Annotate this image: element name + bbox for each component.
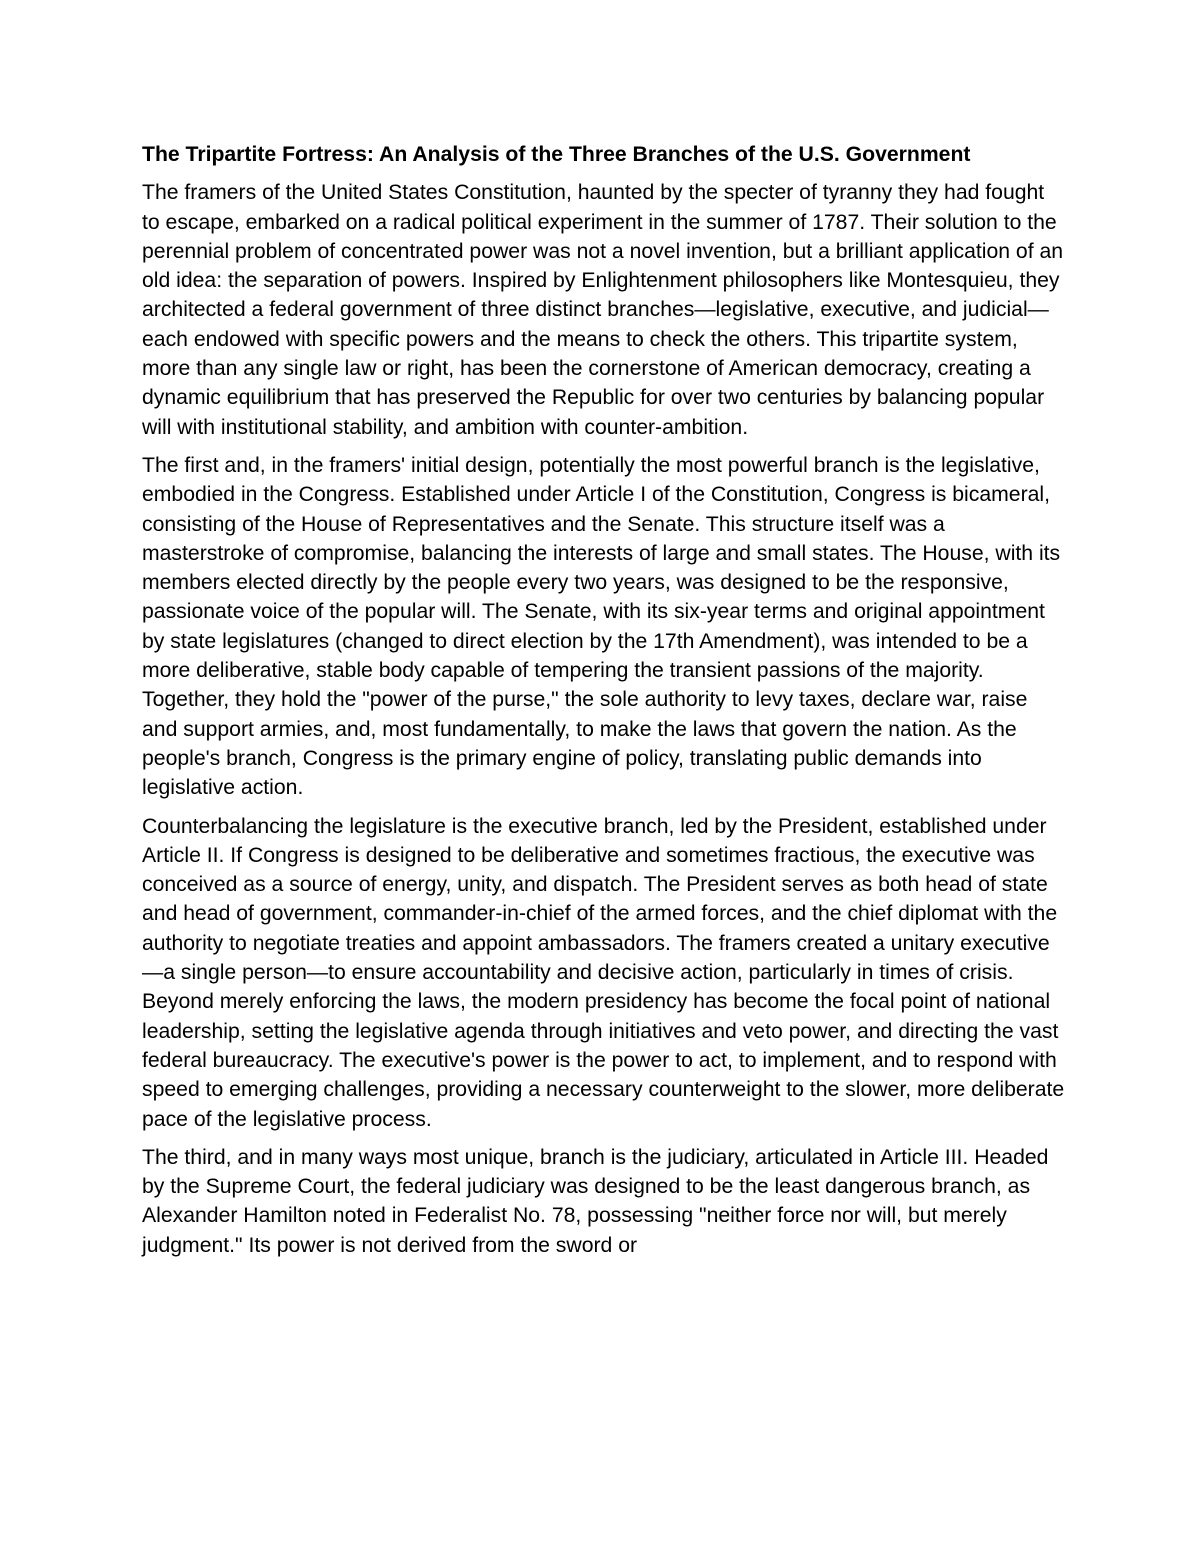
paragraph-introduction: The framers of the United States Constitution, haunted by the specter of tyranny they had fought to escape, embarked on a radical political experiment in the summer of 1787. Their solution to the perennial problem of concentrated power was not a novel invention, but a brilliant application of an old idea: the separation of powers. Inspired by Enlightenment philosophers like Montesquieu, they architected a federal government of three distinct branches—legislative, executive, and judicial—each endowed with specific powers and the means to check the others. This tripartite system, more than any single law or right, has been the cornerstone of American democracy, creating a dynamic equilibrium that has preserved the Republic for over two centuries by balancing popular will with institutional stability, and ambition with counter-ambition. — [142, 181, 1064, 439]
paragraph-executive: Counterbalancing the legislature is the executive branch, led by the President, established under Article II. If Congress is designed to be deliberative and sometimes fractious, the executive was conceived as a source of energy, unity, and dispatch. The President serves as both head of state and head of government, commander-in-chief of the armed forces, and the chief diplomat with the authority to negotiate treaties and appoint ambassadors. The framers created a unitary executive—a single person—to ensure accountability and decisive action, particularly in times of crisis. Beyond merely enforcing the laws, the modern presidency has become the focal point of national leadership, setting the legislative agenda through initiatives and veto power, and directing the vast federal bureaucracy. The executive's power is the power to act, to implement, and to respond with speed to emerging challenges, providing a necessary counterweight to the slower, more deliberate pace of the legislative process. — [142, 814, 1065, 1131]
document-title: The Tripartite Fortress: An Analysis of the Three Branches of the U.S. Government — [142, 143, 971, 166]
paragraph-legislative: The first and, in the framers' initial design, potentially the most powerful branch is the legislative, embodied in the Congress. Established under Article I of the Constitution, Congress is bicameral, consisting of the House of Representatives and the Senate. This structure itself was a masterstroke of compromise, balancing the interests of large and small states. The House, with its members elected directly by the people every two years, was designed to be the responsive, passionate voice of the popular will. The Senate, with its six-year terms and original appointment by state legislatures (changed to direct election by the 17th Amendment), was intended to be a more deliberative, stable body capable of tempering the transient passions of the majority. Together, they hold the "power of the purse," the sole authority to levy taxes, declare war, raise and support armies, and, most fundamentally, to make the laws that govern the nation. As the people's branch, Congress is the primary engine of policy, translating public demands into legislative action. — [142, 453, 1061, 800]
paragraph-judicial: The third, and in many ways most unique, branch is the judiciary, articulated in Article III. Headed by the Supreme Court, the federal judiciary was designed to be the least dangerous branch, as Alexander Hamilton noted in Federalist No. 78, possessing "neither force nor will, but merely judgment." Its power is not derived from the sword or — [142, 1145, 1049, 1257]
document-body — [142, 140, 1067, 1269]
